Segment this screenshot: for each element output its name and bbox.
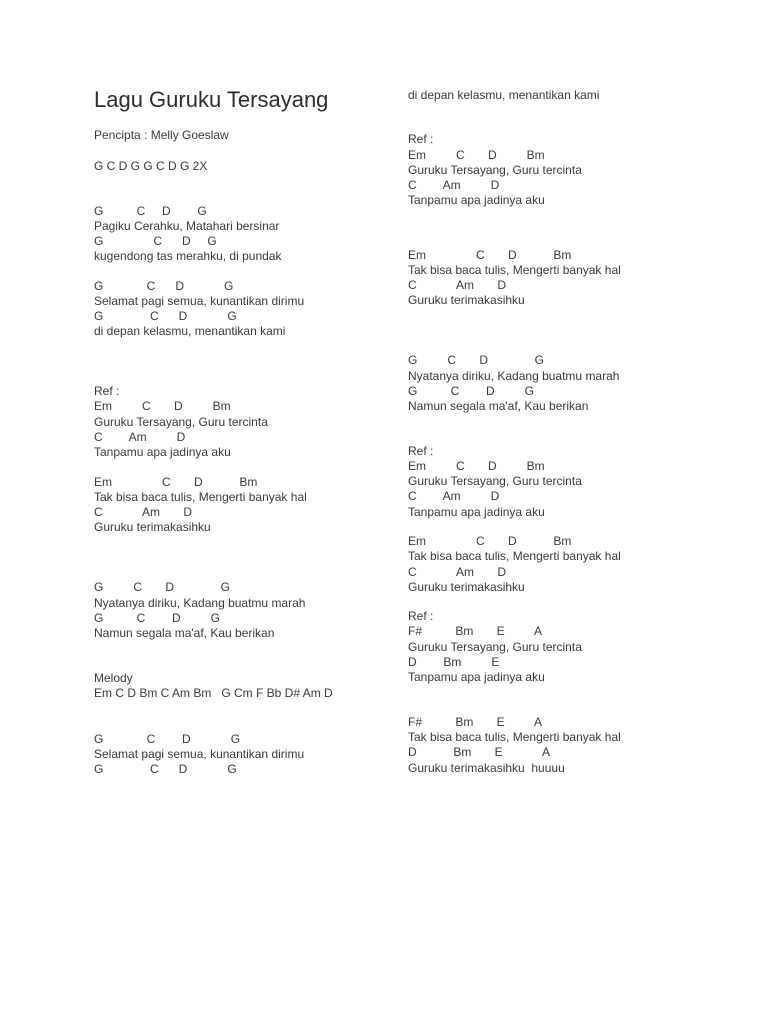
section-label: Ref : xyxy=(408,132,434,146)
chord-line: C Am D xyxy=(408,278,507,292)
chord-line: C Am D xyxy=(408,565,507,579)
chord-line: D Bm E xyxy=(408,655,500,669)
chord-line: G C D G xyxy=(408,353,545,367)
chord-line: G C D G xyxy=(94,234,217,248)
lyric-line: Tak bisa baca tulis, Mengerti banyak hal xyxy=(408,263,621,277)
lyric-line: Namun segala ma'af, Kau berikan xyxy=(94,626,275,640)
lyric-line: Guruku terimakasihku huuuu xyxy=(408,761,565,775)
lyric-line: Selamat pagi semua, kunantikan dirimu xyxy=(94,294,305,308)
section-label: Ref : xyxy=(408,609,434,623)
lyric-line: Guruku Tersayang, Guru tercinta xyxy=(408,640,582,654)
lyric-line: Tanpamu apa jadinya aku xyxy=(94,445,231,459)
chord-line: Em C D Bm xyxy=(408,534,572,548)
section-label: Ref : xyxy=(408,444,434,458)
lyric-line: Tak bisa baca tulis, Mengerti banyak hal xyxy=(94,490,307,504)
section-label: Melody xyxy=(94,671,133,685)
intro-chords: G C D G G C D G 2X xyxy=(94,159,208,173)
lyric-line: Guruku terimakasihku xyxy=(94,520,211,534)
chord-line: F# Bm E A xyxy=(408,624,543,638)
chord-line: Em C D Bm xyxy=(408,248,572,262)
lyric-line: di depan kelasmu, menantikan kami xyxy=(94,324,286,338)
lyric-line: Tanpamu apa jadinya aku xyxy=(408,193,545,207)
section-label: Ref : xyxy=(94,384,120,398)
chord-line: Em C D Bm xyxy=(94,399,231,413)
lyric-line: Nyatanya diriku, Kadang buatmu marah xyxy=(408,369,620,383)
chord-line: G C D G xyxy=(94,611,221,625)
lyric-line: Selamat pagi semua, kunantikan dirimu xyxy=(94,747,305,761)
chord-line: C Am D xyxy=(408,178,500,192)
lyric-line: Guruku terimakasihku xyxy=(408,580,525,594)
lyric-line: Guruku Tersayang, Guru tercinta xyxy=(408,163,582,177)
lyric-line: Tak bisa baca tulis, Mengerti banyak hal xyxy=(408,730,621,744)
chord-line: C Am D xyxy=(94,430,186,444)
chord-line: G C D G xyxy=(94,204,207,218)
lyric-line: Guruku Tersayang, Guru tercinta xyxy=(408,474,582,488)
lyric-line: Tak bisa baca tulis, Mengerti banyak hal xyxy=(408,549,621,563)
chord-line: G C D G xyxy=(94,762,237,776)
lyric-line: Nyatanya diriku, Kadang buatmu marah xyxy=(94,596,306,610)
chord-line: G C D G xyxy=(94,279,234,293)
melody-chords: Em C D Bm C Am Bm G Cm F Bb D# Am D xyxy=(94,686,333,700)
lyric-line: kugendong tas merahku, di pundak xyxy=(94,249,282,263)
chord-line: G C D G xyxy=(408,384,535,398)
lyric-line: Tanpamu apa jadinya aku xyxy=(408,670,545,684)
chord-line: G C D G xyxy=(94,309,237,323)
chord-line: Em C D Bm xyxy=(408,459,545,473)
chord-line: D Bm E A xyxy=(408,745,551,759)
chord-line: G C D G xyxy=(94,580,231,594)
lyric-line: Namun segala ma'af, Kau berikan xyxy=(408,399,589,413)
lyric-line: Guruku Tersayang, Guru tercinta xyxy=(94,415,268,429)
lyric-line: di depan kelasmu, menantikan kami xyxy=(408,88,600,102)
lyric-line: Pagiku Cerahku, Matahari bersinar xyxy=(94,219,280,233)
chord-line: C Am D xyxy=(94,505,193,519)
chord-line: F# Bm E A xyxy=(408,715,543,729)
chord-line: Em C D Bm xyxy=(94,475,258,489)
songwriter-credit: Pencipta : Melly Goeslaw xyxy=(94,128,229,142)
chord-line: G C D G xyxy=(94,732,241,746)
song-title: Lagu Guruku Tersayang xyxy=(94,87,329,112)
chord-line: Em C D Bm xyxy=(408,148,545,162)
lyric-line: Guruku terimakasihku xyxy=(408,293,525,307)
chord-line: C Am D xyxy=(408,489,500,503)
lyric-line: Tanpamu apa jadinya aku xyxy=(408,505,545,519)
